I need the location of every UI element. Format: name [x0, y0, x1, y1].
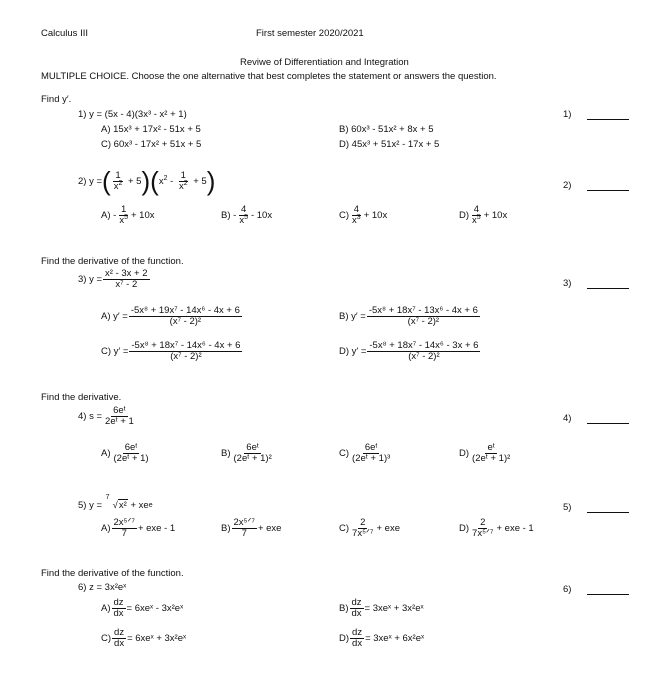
q4-option-b: B) $\frac{\text{6eᵗ}}{\text{(2eᵗ + 1)²}}$: [221, 442, 272, 464]
q3-option-d: D) y′ = $\frac{\text{-5x⁸ + 18x⁷ - 14x⁶ - 3x + 6}}{\text{(x⁷ - 2)²}}$: [339, 340, 479, 362]
q2-option-b: B) - $\frac{4}{x^5}$ - 10x: [221, 204, 273, 226]
q6-option-c: C) $\frac{dz}{dx}$ = 6xeˣ + 3x²eˣ: [101, 627, 187, 649]
course-name: Calculus III: [41, 28, 88, 39]
q5-option-a: A) $\frac{\text{2x⁵ᐟ⁷}}{7}$ + exe - 1: [101, 517, 176, 539]
answer-blank-6: 6): [563, 584, 629, 595]
answer-blank-4: 4): [563, 413, 629, 424]
q5-option-b: B) $\frac{\text{2x⁵ᐟ⁷}}{7}$ + exe: [221, 517, 282, 539]
radical-sign: 7 √x²: [105, 494, 127, 511]
question-4-stem: 4) s = $\frac{\text{6eᵗ}}{\text{2eᵗ + 1}}$: [78, 405, 134, 427]
q4-option-a: A) $\frac{\text{6eᵗ}}{\text{(2eᵗ + 1)}}$: [101, 442, 149, 464]
section-heading: Find the derivative.: [41, 392, 122, 403]
section-heading: Find the derivative of the function.: [41, 568, 184, 579]
semester: First semester 2020/2021: [256, 28, 364, 39]
question-2-stem: 2) y = ( $\frac{1}{x^2}$ + 5 ) ( $x^2$ - $\frac{1}{x^2}$ + 5 ): [78, 166, 216, 196]
answer-blank-5: 5): [563, 502, 629, 513]
q1-option-b: B) 60x³ - 51x² + 8x + 5: [339, 124, 434, 135]
answer-blank-3: 3): [563, 278, 629, 289]
question-5-stem: 5) y = 7 √x² + xe e: [78, 494, 153, 511]
q3-option-b: B) y′ = $\frac{\text{-5x⁸ + 18x⁷ - 13x⁶ - 4x + 6}}{\text{(x⁷ - 2)²}}$: [339, 305, 478, 327]
q2-option-d: D) $\frac{4}{x^5}$ + 10x: [459, 204, 508, 226]
question-1-stem: 1) y = (5x - 4)(3x³ - x² + 1): [78, 109, 187, 120]
section-heading: Find the derivative of the function.: [41, 256, 184, 267]
q1-option-a: A) 15x³ + 17x² - 51x + 5: [101, 124, 201, 135]
q1-option-c: C) 60x³ - 17x² + 51x + 5: [101, 139, 202, 150]
question-6-stem: 6) z = 3x²eˣ: [78, 582, 127, 593]
q5-option-d: D) $\frac{2}{\text{7x⁵ᐟ⁷}}$ + exe - 1: [459, 517, 534, 539]
q4-option-c: C) $\frac{\text{6eᵗ}}{\text{(2eᵗ + 1)³}}$: [339, 442, 391, 464]
answer-blank-2: 2): [563, 180, 629, 191]
instructions: MULTIPLE CHOICE. Choose the one alternative that best completes the statement or answers the question.: [41, 71, 497, 82]
q1-option-d: D) 45x³ + 51x² - 17x + 5: [339, 139, 440, 150]
section-heading: Find y′.: [41, 94, 72, 105]
document-title: Reviwe of Differentiation and Integration: [240, 57, 409, 68]
q5-option-c: C) $\frac{2}{\text{7x⁵ᐟ⁷}}$ + exe: [339, 517, 400, 539]
q2-option-c: C) $\frac{4}{x^3}$ + 10x: [339, 204, 388, 226]
question-3-stem: 3) y = $\frac{\text{x² - 3x + 2}}{\text{x⁷ - 2}}$: [78, 268, 148, 290]
q6-option-d: D) $\frac{dz}{dx}$ = 3xeˣ + 6x²eˣ: [339, 627, 425, 649]
q6-option-a: A) $\frac{dz}{dx}$ = 6xeˣ - 3x²eˣ: [101, 597, 184, 619]
q4-option-d: D) $\frac{\text{eᵗ}}{\text{(2eᵗ + 1)²}}$: [459, 442, 511, 464]
q6-option-b: B) $\frac{dz}{dx}$ = 3xeˣ + 3x²eˣ: [339, 597, 424, 619]
q3-option-c: C) y′ = $\frac{\text{-5x⁸ + 18x⁷ - 14x⁶ - 4x + 6}}{\text{(x⁷ - 2)²}}$: [101, 340, 241, 362]
answer-blank-1: 1): [563, 109, 629, 120]
q2-option-a: A) - $\frac{1}{x^5}$ + 10x: [101, 204, 155, 226]
q3-option-a: A) y′ = $\frac{\text{-5x⁸ + 19x⁷ - 14x⁶ - 4x + 6}}{\text{(x⁷ - 2)²}}$: [101, 305, 240, 327]
